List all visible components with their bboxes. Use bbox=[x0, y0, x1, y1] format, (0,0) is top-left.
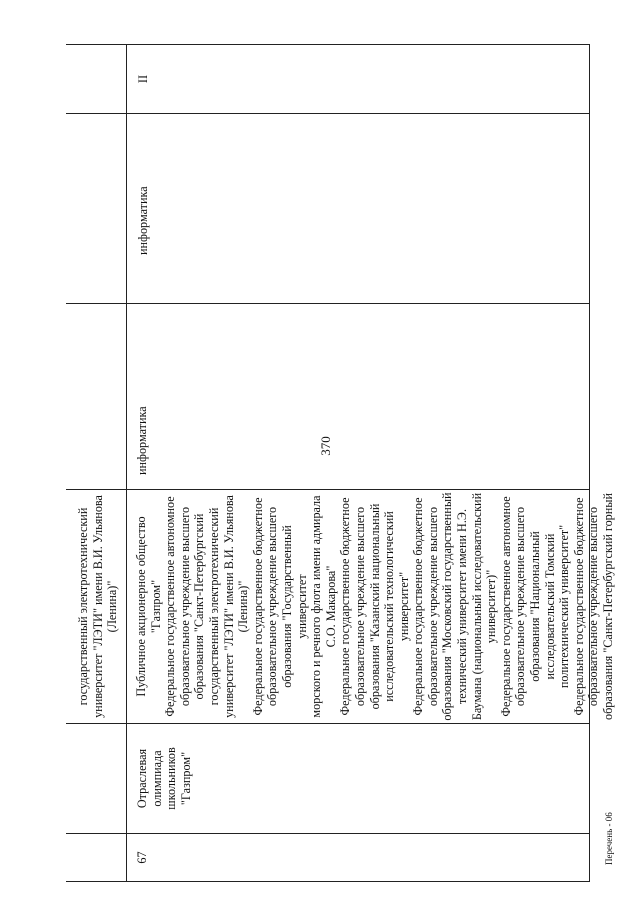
organizer-line: образования "Санкт-Петербургский bbox=[192, 513, 207, 700]
organizer-line: Федеральное государственное бюджетное bbox=[338, 497, 353, 716]
organizer-line: университет "ЛЭТИ" имени В.И. Ульянова bbox=[221, 495, 236, 718]
organizer-line: образовательное учреждение высшего bbox=[352, 506, 367, 707]
organizer-line: государственный электротехнический bbox=[206, 507, 221, 706]
organizer-line: образовательное учреждение высшего bbox=[586, 506, 601, 707]
organizer-line: (Ленина)" bbox=[236, 580, 251, 633]
organizer-line: Публичное акционерное общество "Газпром" bbox=[134, 516, 163, 697]
organizer-line: образования "Государственный университет bbox=[279, 525, 309, 688]
organizer-line: образования "Санкт-Петербургский горный bbox=[601, 493, 615, 721]
organizer-line: Федеральное государственное бюджетное bbox=[411, 497, 426, 716]
organizer-line: образования "Московский государственный bbox=[440, 492, 455, 721]
subject-cell: информатика bbox=[127, 303, 589, 489]
organizer-line: университет" bbox=[396, 571, 411, 642]
cont-olympiad-cell bbox=[66, 723, 126, 833]
organizer-line: исследовательский технологический bbox=[382, 511, 397, 702]
cont-line: университет "ЛЭТИ" имени В.И. Ульянова bbox=[90, 495, 105, 718]
organizer-line: С.О. Макарова" bbox=[323, 565, 338, 648]
olympiad-name-line: Отраслевая олимпиада bbox=[135, 748, 164, 809]
olympiad-name-cell bbox=[127, 723, 589, 833]
row-number: 67 bbox=[127, 833, 589, 881]
organizer-line: Федеральное государственное автономное bbox=[498, 496, 513, 717]
organizer-line: Федеральное государственное бюджетное bbox=[250, 497, 265, 716]
organizer-line: образовательное учреждение высшего bbox=[513, 506, 528, 707]
cont-line: (Ленина)" bbox=[105, 580, 120, 633]
document-footer: Перечень - 06 bbox=[604, 812, 614, 865]
organizers-cell bbox=[127, 489, 615, 723]
cont-subject-cell bbox=[66, 303, 126, 489]
olympiad-name-line: школьников bbox=[164, 747, 179, 810]
organizer-line: университет)" bbox=[484, 569, 499, 644]
cont-organizer-cell bbox=[66, 489, 126, 723]
level-cell: II bbox=[136, 74, 150, 84]
organizer-line: образования "Национальный bbox=[528, 531, 543, 682]
organizer-line: политехнический университет" bbox=[557, 524, 572, 689]
profile-cell: информатика bbox=[127, 113, 589, 303]
continuation-row bbox=[66, 44, 127, 882]
cont-level-cell bbox=[66, 45, 126, 113]
olympiad-name-line: "Газпром" bbox=[178, 751, 193, 806]
organizer-line: образовательное учреждение высшего bbox=[265, 506, 280, 707]
organizer-line: образовательное учреждение высшего bbox=[177, 506, 192, 707]
organizer-line: Баумана (национальный исследовательский bbox=[469, 492, 484, 721]
organizer-line: Федеральное государственное бюджетное bbox=[571, 497, 586, 716]
organizer-line: технический университет имени Н.Э. bbox=[455, 508, 470, 705]
page-number: 370 bbox=[318, 436, 333, 456]
cont-profile-cell bbox=[66, 113, 126, 303]
organizer-line: Федеральное государственное автономное bbox=[163, 496, 178, 717]
organizer-line: образовательное учреждение высшего bbox=[425, 506, 440, 707]
cont-num-cell bbox=[66, 833, 126, 881]
organizer-line: морского и речного флота имени адмирала bbox=[309, 495, 324, 718]
cont-line: государственный электротехнический bbox=[76, 507, 90, 706]
organizer-line: образования "Казанский национальный bbox=[367, 503, 382, 710]
organizer-line: исследовательский Томский bbox=[542, 533, 557, 680]
